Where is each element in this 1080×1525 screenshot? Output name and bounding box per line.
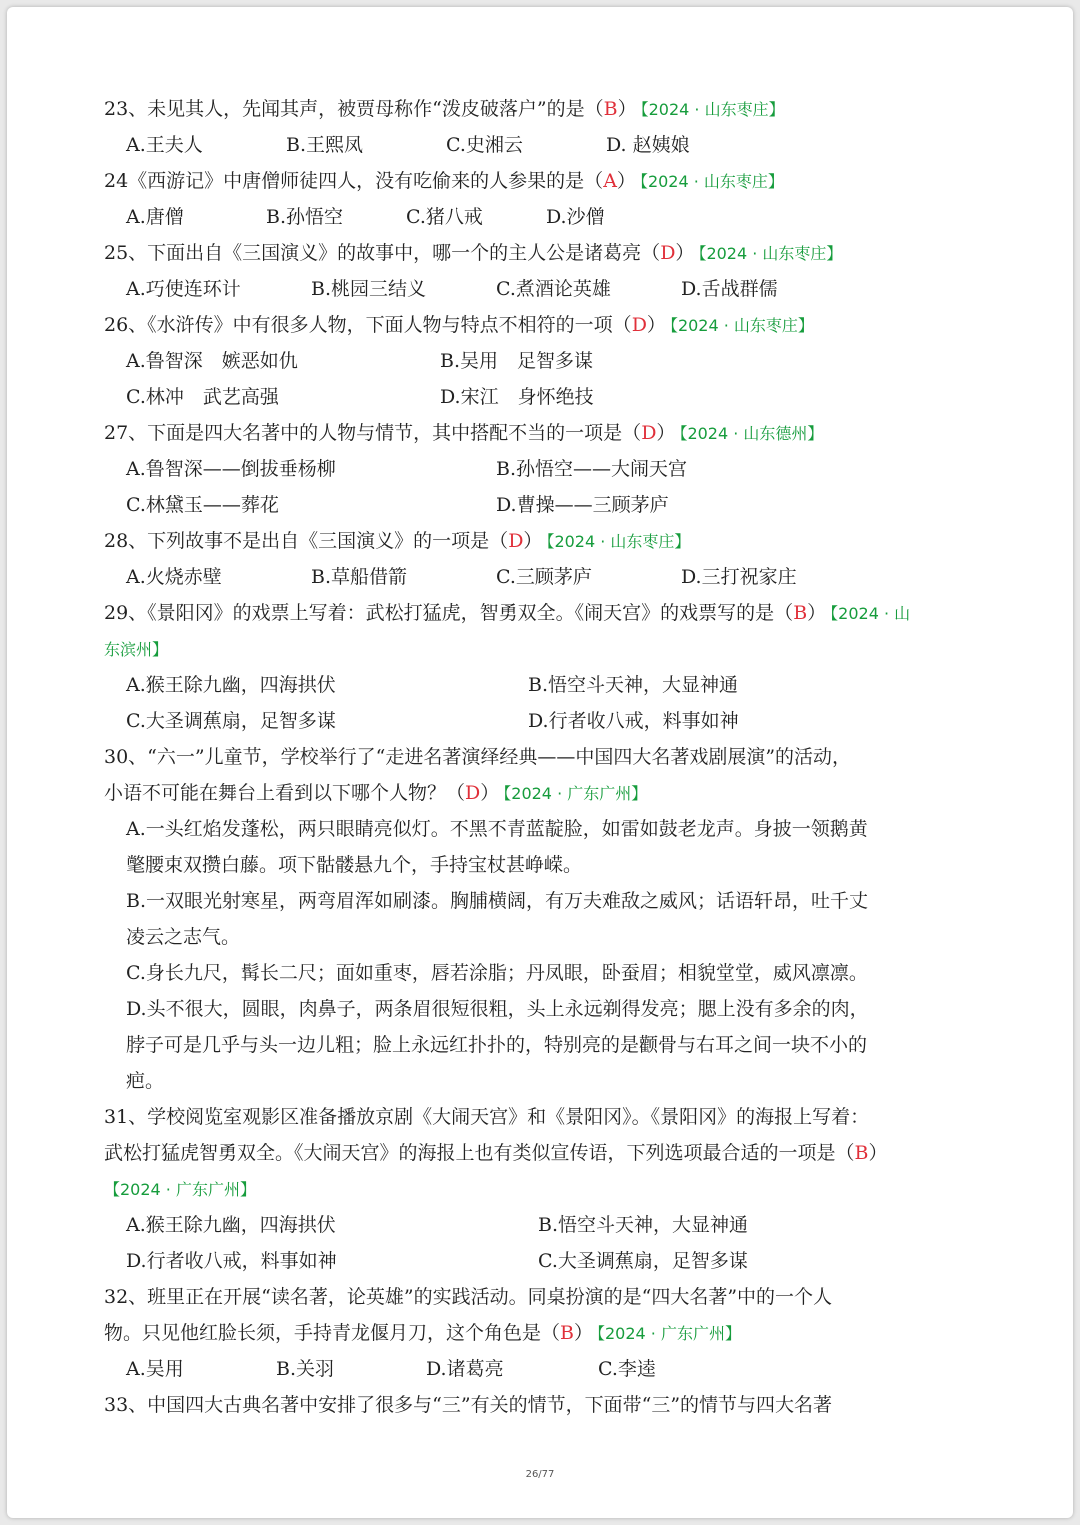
- option-c: C.大圣调蕉扇，足智多谋: [126, 710, 336, 732]
- option-c: C.史湘云: [446, 134, 523, 156]
- paren-close: ）: [617, 98, 637, 120]
- question-list: [104, 91, 984, 1423]
- question-stem: 物。只见他红脸长须，手持青龙偃月刀，这个角色是（: [104, 1322, 561, 1344]
- option-b: B.王熙凤: [286, 134, 364, 156]
- option-a: A.王夫人: [126, 134, 203, 156]
- option-a: A.猴王除九幽，四海拱伏: [126, 1214, 336, 1236]
- option-b: B.桃园三结义: [311, 278, 427, 300]
- option-c: C.大圣调蕉扇，足智多谋: [538, 1250, 748, 1272]
- option-c: C.三顾茅庐: [496, 566, 592, 588]
- answer-mark: D: [465, 782, 481, 804]
- option-d: D.宋江 身怀绝技: [440, 386, 594, 408]
- options-row: [104, 1207, 984, 1243]
- paren-close: ）: [675, 242, 695, 264]
- options-row: [104, 271, 984, 307]
- document-page: [7, 7, 1073, 1518]
- question-stem: 27、下面是四大名著中的人物与情节，其中搭配不当的一项是（: [104, 422, 642, 444]
- answer-mark: D: [631, 314, 647, 336]
- question-30: [104, 739, 984, 775]
- options-row: [104, 487, 984, 523]
- source-tag: 东滨州】: [104, 640, 169, 659]
- source-tag: 【2024 · 山: [830, 604, 911, 623]
- question-stem: 33、中国四大古典名著中安排了很多与“三”有关的情节，下面带“三”的情节与四大名著: [104, 1394, 833, 1416]
- question-stem: 31、学校阅览室观影区准备播放京剧《大闹天宫》和《景阳冈》。《景阳冈》的海报上写着：: [104, 1106, 870, 1128]
- question-stem: 武松打猛虎智勇双全。《大闹天宫》的海报上也有类似宣传语，下列选项最合适的一项是（: [104, 1142, 855, 1164]
- paren-close: ）: [573, 1322, 593, 1344]
- question-stem: 30、“六一”儿童节，学校举行了“走进名著演绎经典——中国四大名著戏剧展演”的活动，: [104, 746, 852, 768]
- question-32: [104, 1279, 984, 1315]
- question-29-continued: [104, 631, 984, 667]
- option-a: A.鲁智深——倒拔垂杨柳: [126, 458, 336, 480]
- question-25: [104, 235, 984, 271]
- question-24: [104, 163, 984, 199]
- option-b-continued: 凌云之志气。: [126, 926, 241, 948]
- page-number: 26/77: [525, 1469, 555, 1480]
- options-row: [104, 451, 984, 487]
- option-b: B.关羽: [276, 1358, 335, 1380]
- question-stem: 23、未见其人，先闻其声，被贾母称作“泼皮破落户”的是（: [104, 98, 604, 120]
- option-a: A.巧使连环计: [126, 278, 241, 300]
- option-b: B.孙悟空: [266, 206, 344, 228]
- paren-close: ）: [523, 530, 543, 552]
- answer-mark: A: [603, 170, 617, 192]
- question-30-continued: [104, 775, 984, 811]
- option-d: D.舌战群儒: [681, 278, 778, 300]
- paren-close: ）: [480, 782, 500, 804]
- question-31-continued: [104, 1135, 984, 1171]
- question-stem: 24《西游记》中唐僧师徒四人，没有吃偷来的人参果的是（: [104, 170, 604, 192]
- options-row: [104, 199, 984, 235]
- source-tag: 【2024 · 山东枣庄】: [639, 172, 784, 191]
- option-b: B.悟空斗天神，大显神通: [528, 674, 739, 696]
- answer-mark: D: [660, 242, 676, 264]
- question-26: [104, 307, 984, 343]
- question-stem: 25、下面出自《三国演义》的故事中，哪一个的主人公是诸葛亮（: [104, 242, 661, 264]
- question-31-tag-line: [104, 1171, 984, 1207]
- option-c: C.林黛玉——葬花: [126, 494, 279, 516]
- option-d: D.诸葛亮: [426, 1358, 504, 1380]
- option-d-continued: 疤。: [126, 1070, 165, 1092]
- option-d: D.行者收八戒，料事如神: [126, 1250, 337, 1272]
- option-a: A.猴王除九幽，四海拱伏: [126, 674, 336, 696]
- paren-close: ）: [807, 602, 827, 624]
- option-d: D. 赵姨娘: [606, 134, 690, 156]
- option-c: C.煮酒论英雄: [496, 278, 611, 300]
- options-row: [104, 559, 984, 595]
- question-28: [104, 523, 984, 559]
- option-a: A.唐僧: [126, 206, 184, 228]
- options-row: [104, 1243, 984, 1279]
- question-29: [104, 595, 984, 631]
- answer-mark: B: [560, 1322, 574, 1344]
- option-d-continued: 脖子可是几乎与头一边儿粗；脸上永远红扑扑的，特别亮的是颧骨与右耳之间一块不小的: [126, 1034, 868, 1056]
- option-b: B.草船借箭: [311, 566, 408, 588]
- source-tag: 【2024 · 山东枣庄】: [546, 532, 691, 551]
- options-row: [104, 667, 984, 703]
- options-row: [104, 127, 984, 163]
- source-tag: 【2024 · 山东枣庄】: [669, 316, 814, 335]
- answer-mark: B: [793, 602, 808, 624]
- question-stem: 26、《水浒传》中有很多人物，下面人物与特点不相符的一项（: [104, 314, 632, 336]
- answer-mark: B: [854, 1142, 869, 1164]
- option-d: D.行者收八戒，料事如神: [528, 710, 739, 732]
- question-23: [104, 91, 984, 127]
- option-a: A.一头红焰发蓬松，两只眼睛亮似灯。不黑不青蓝靛脸，如雷如鼓老龙声。身披一领鹅黄: [126, 818, 868, 840]
- options-row: [104, 379, 984, 415]
- option-b: B.一双眼光射寒星，两弯眉浑如刷漆。胸脯横阔，有万夫难敌之威风；话语轩昂，吐千丈: [126, 890, 869, 912]
- question-27: [104, 415, 984, 451]
- question-stem: 32、班里正在开展“读名著，论英雄”的实践活动。同桌扮演的是“四大名著”中的一个人: [104, 1286, 833, 1308]
- option-b: B.吴用 足智多谋: [440, 350, 594, 372]
- option-c: C.身长九尺，髯长二尺；面如重枣，唇若涂脂；丹凤眼，卧蚕眉；相貌堂堂，威风凛凛。: [126, 962, 868, 984]
- option-c: C.林冲 武艺高强: [126, 386, 279, 408]
- option-a: A.吴用: [126, 1358, 184, 1380]
- question-stem: 小语不可能在舞台上看到以下哪个人物？（: [104, 782, 466, 804]
- option-d: D.头不很大，圆眼，肉鼻子，两条眉很短很粗，头上永远剃得发亮；腮上没有多余的肉，: [126, 998, 869, 1020]
- source-tag: 【2024 · 广东广州】: [503, 784, 648, 803]
- option-d: D.曹操——三顾茅庐: [496, 494, 669, 516]
- source-tag: 【2024 · 山东德州】: [679, 424, 824, 443]
- question-33: [104, 1387, 984, 1423]
- answer-mark: D: [508, 530, 524, 552]
- option-a: A.火烧赤壁: [126, 566, 222, 588]
- paren-close: ）: [646, 314, 666, 336]
- option-c: C.猪八戒: [406, 206, 483, 228]
- question-31: [104, 1099, 984, 1135]
- options-row: [104, 343, 984, 379]
- question-stem: 28、下列故事不是出自《三国演义》的一项是（: [104, 530, 509, 552]
- answer-mark: B: [603, 98, 618, 120]
- option-b: B.孙悟空——大闹天宫: [496, 458, 688, 480]
- paren-close: ）: [868, 1142, 888, 1164]
- paren-close: ）: [616, 170, 636, 192]
- source-tag: 【2024 · 广东广州】: [104, 1180, 256, 1199]
- paren-close: ）: [656, 422, 676, 444]
- option-d: D.沙僧: [546, 206, 605, 228]
- option-a: A.鲁智深 嫉恶如仇: [126, 350, 298, 372]
- option-b: B.悟空斗天神，大显神通: [538, 1214, 749, 1236]
- source-tag: 【2024 · 广东广州】: [597, 1324, 741, 1343]
- option-c: C.李逵: [598, 1358, 656, 1380]
- options-row: [104, 703, 984, 739]
- question-stem: 29、《景阳冈》的戏票上写着：武松打猛虎，智勇双全。《闹天宫》的戏票写的是（: [104, 602, 794, 624]
- source-tag: 【2024 · 山东枣庄】: [698, 244, 843, 263]
- answer-mark: D: [641, 422, 657, 444]
- question-32-continued: [104, 1315, 984, 1351]
- option-a-continued: 氅腰束双攒白藤。项下骷髅悬九个，手持宝杖甚峥嵘。: [126, 854, 583, 876]
- source-tag: 【2024 · 山东枣庄】: [640, 100, 785, 119]
- option-d: D.三打祝家庄: [681, 566, 797, 588]
- options-row: [104, 1351, 984, 1387]
